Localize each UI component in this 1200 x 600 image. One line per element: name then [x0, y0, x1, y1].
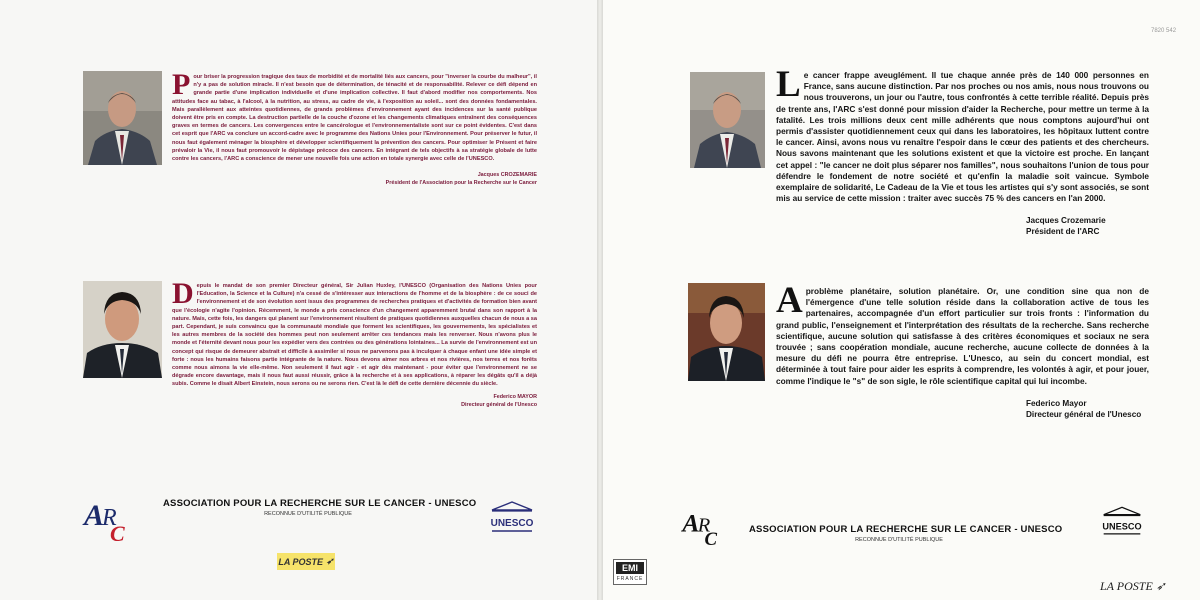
- message-body: e cancer frappe aveuglément. Il tue chaque année près de 140 000 personnes en France, sans aucune distinction. Par nos proches ou nos amis, nous nous trouvons ou nous trouverons, un jour ou l'autre, tous confrontés à cette terrible réalité. Depuis près de trente ans, l'ARC s'est donné pour mission d'aider la Recherche, pour mettre un terme à la fatalité. Les trois millions deux cent mille adhérents que nous comptons aujourd'hui ont permis d'assister quotidiennement ceux qui dans les laboratoires, les hôpitaux luttent contre le cancer. Ainsi, avons nous vu renaître l'espoir dans le cœur des patients et des chercheurs. Nous savons maintenant que les solutions existent et que la victoire est proche. En lançant cet appel : "le cancer ne doit plus séparer nos familles", nous souhaitons l'union de tous pour défendre le fondement de notre société et qu'enfin la maladie soit vaincue. Symbole exemplaire de solidarité, Le Cadeau de la Vie et tous les artistes qui s'y sont associés, se sont mis au service de cette mission : traiter avec succès 75 % des cancers en l'an 2000.: [776, 70, 1149, 204]
- svg-text:UNESCO: UNESCO: [1102, 521, 1142, 532]
- portrait-mayor: [83, 281, 162, 378]
- la-poste-label: LA POSTE: [278, 556, 324, 567]
- emi-country: FRANCE: [616, 576, 644, 582]
- dropcap: L: [776, 64, 801, 105]
- portrait-crozemarie: [690, 72, 765, 168]
- message-arc-president: [172, 68, 537, 187]
- signature-block: [172, 171, 537, 187]
- signature-block: [172, 393, 537, 409]
- signature-block: [776, 215, 1149, 237]
- signature-block: [776, 398, 1149, 420]
- svg-text:R: R: [102, 505, 117, 531]
- portrait-crozemarie: [83, 71, 162, 165]
- dropcap: A: [776, 280, 803, 321]
- dropcap: P: [172, 68, 191, 101]
- signature-name: Federico Mayor: [1026, 398, 1087, 408]
- emi-label: EMI: [616, 562, 644, 574]
- signature-name: Jacques CROZEMARIE: [477, 172, 537, 179]
- right-panel: [603, 0, 1200, 600]
- left-panel: [0, 0, 597, 600]
- message-body: epuis le mandat de son premier Directeur général, Sir Julian Huxley, l'UNESCO (Organisation des Nations Unies pour l'Education, la Science et la Culture) n'a cessé de s'intéresser aux interactions de l'homme et de la biosphère : de ce souci de l'environnement et de son évolution sont issus des programmes de recherches pratiques et d'activités de formation bien avant que l'écologie n'agite l'opinion. Récemment, le monde a pris conscience d'un changement apparemment brutal dans son rapport à la nature. Mais, cette fois, les dangers qui planent sur l'environnement résultent de pratiques quotidiennes auxquelles chacun de nous a sa part. Cependant, je suis convaincu que la communauté mondiale que forment les scientifiques, les gouvernements, les spécialistes et les autres membres de la société des hommes peut non seulement arrêter ces tendances mais les renverser. Nous n'avons plus le monde et l'éternité devant nous pour les expédier vers des contrées ou des générations lointaines... La survie de l'environnement est un concept qui risque de demeurer abstrait et difficile à assimiler si nous ne parvenons pas à inculquer à chaque enfant une idée simple et forte : nous les humains faisons partie intégrante de la nature. Nous devons aimer nos arbres et nos rivières, nos terres et nos forêts comme nous aimons la vie elle-même. Non seulement il faut agir - et agir dès maintenant - pour éviter que l'environnement ne se dégrade encore davantage, mais il nous faut aussi réussir, grâce à la recherche et à ses applications, à réparer les dégâts qu'il a déjà subis. Comme le disait Albert Einstein, nous serons ou ne serons rien. C'est là le défi de cette dernière décennie du siècle.: [172, 283, 537, 388]
- svg-text:R: R: [697, 514, 711, 537]
- association-title: ASSOCIATION POUR LA RECHERCHE SUR LE CANCER - UNESCO: [749, 524, 1063, 535]
- catalog-reference: 7820 542: [1151, 28, 1177, 34]
- signature-role: Président de l'ARC: [1026, 227, 1100, 237]
- message-unesco-dg: [776, 280, 1149, 420]
- association-subtitle: RECONNUE D'UTILITÉ PUBLIQUE: [855, 537, 943, 543]
- svg-text:A: A: [84, 499, 105, 532]
- bird-icon: ➶: [326, 556, 334, 566]
- la-poste-label: LA POSTE: [1100, 579, 1153, 593]
- bird-icon: ➶: [1155, 579, 1166, 593]
- emi-logo: [613, 559, 647, 585]
- svg-text:C: C: [110, 521, 125, 545]
- arc-logo: [80, 495, 134, 545]
- association-title: ASSOCIATION POUR LA RECHERCHE SUR LE CANCER - UNESCO: [163, 498, 477, 509]
- la-poste-logo: [1100, 579, 1166, 594]
- svg-text:UNESCO: UNESCO: [490, 518, 534, 529]
- signature-role: Directeur général de l'Unesco: [461, 401, 537, 408]
- svg-text:A: A: [682, 508, 700, 538]
- portrait-mayor: [688, 283, 765, 381]
- svg-text:C: C: [704, 528, 718, 549]
- signature-role: Directeur général de l'Unesco: [1026, 409, 1142, 419]
- signature-role: Président de l'Association pour la Recherche sur le Cancer: [385, 180, 537, 187]
- la-poste-logo: [277, 553, 335, 570]
- arc-logo: [679, 505, 725, 549]
- signature-name: Federico MAYOR: [493, 393, 537, 400]
- association-subtitle: RECONNUE D'UTILITÉ PUBLIQUE: [264, 511, 352, 517]
- message-unesco-dg: [172, 277, 537, 409]
- signature-name: Jacques Crozemarie: [1026, 216, 1106, 226]
- message-arc-president: [776, 64, 1149, 237]
- message-body: problème planétaire, solution planétaire. Or, une condition sine qua non de l'émergence d'une telle solution réside dans la collaboration active de tous les partenaires, accompagnée d'un effort particulier sur trois fronts : l'information du grand public, l'enseignement et l'interprétation des résultats de la recherche. Sans recherche scientifique, aucune solution qui satisfasse à des critères économiques et sociaux ne sera trouvée ; sans coopération mondiale, aucune recherche, aucune collecte de données à la mesure du défi ne pourra être entreprise. L'Unesco, au sein du concert mondial, est déterminée à tout faire pour aider les esprits à comprendre, les volontés à agir, et pour jouer, comme l'indique le "s" de son sigle, le rôle scientifique capital qui lui incombe.: [776, 286, 1149, 386]
- dropcap: D: [172, 277, 194, 310]
- unesco-logo: [1100, 505, 1144, 539]
- message-body: our briser la progression tragique des taux de morbidité et de mortalité liés aux cancers, pour "inverser la courbe du malheur", il n'y a pas de solution miracle. Il n'est besoin que de détermination, de ténacité et de responsabilité. Relever ce défi dépend en grande partie d'une implication individuelle et d'une implication collective. Il faut d'abord modifier nos comportements. Nos attitudes face au tabac, à l'alcool, à la nutrition, au stress, au cadre de vie, à l'exposition au soleil... sont des données fondamentales. Mais parallèlement aux atteintes quotidiennes, de grands problèmes d'environnement ayant des incidences sur la santé publique doivent être pris en compte. La destruction partielle de la couche d'ozone et les changements climatiques entraînent des conséquences graves en termes de cancers. Les convergences entre le cancérologue et l'environnementaliste sont sur ce point évidentes. C'est dans cet esprit que l'ARC va conclure un accord-cadre avec le programme des Nations Unies pour l'Environnement. Pour préserver le futur, il nous faut également ménager la biosphère et développer scientifiquement la prévention des cancers. Pour optimiser le Présent et faire prévaloir la Vie, il nous faut promouvoir le dépistage précoce des cancers. En intégrant de tels objectifs à sa stratégie globale de lutte contre les cancers, l'ARC a conscience de mener une nouvelle fois une action en totale synergie avec celle de l'UNESCO.: [172, 74, 537, 163]
- unesco-logo: [488, 500, 536, 536]
